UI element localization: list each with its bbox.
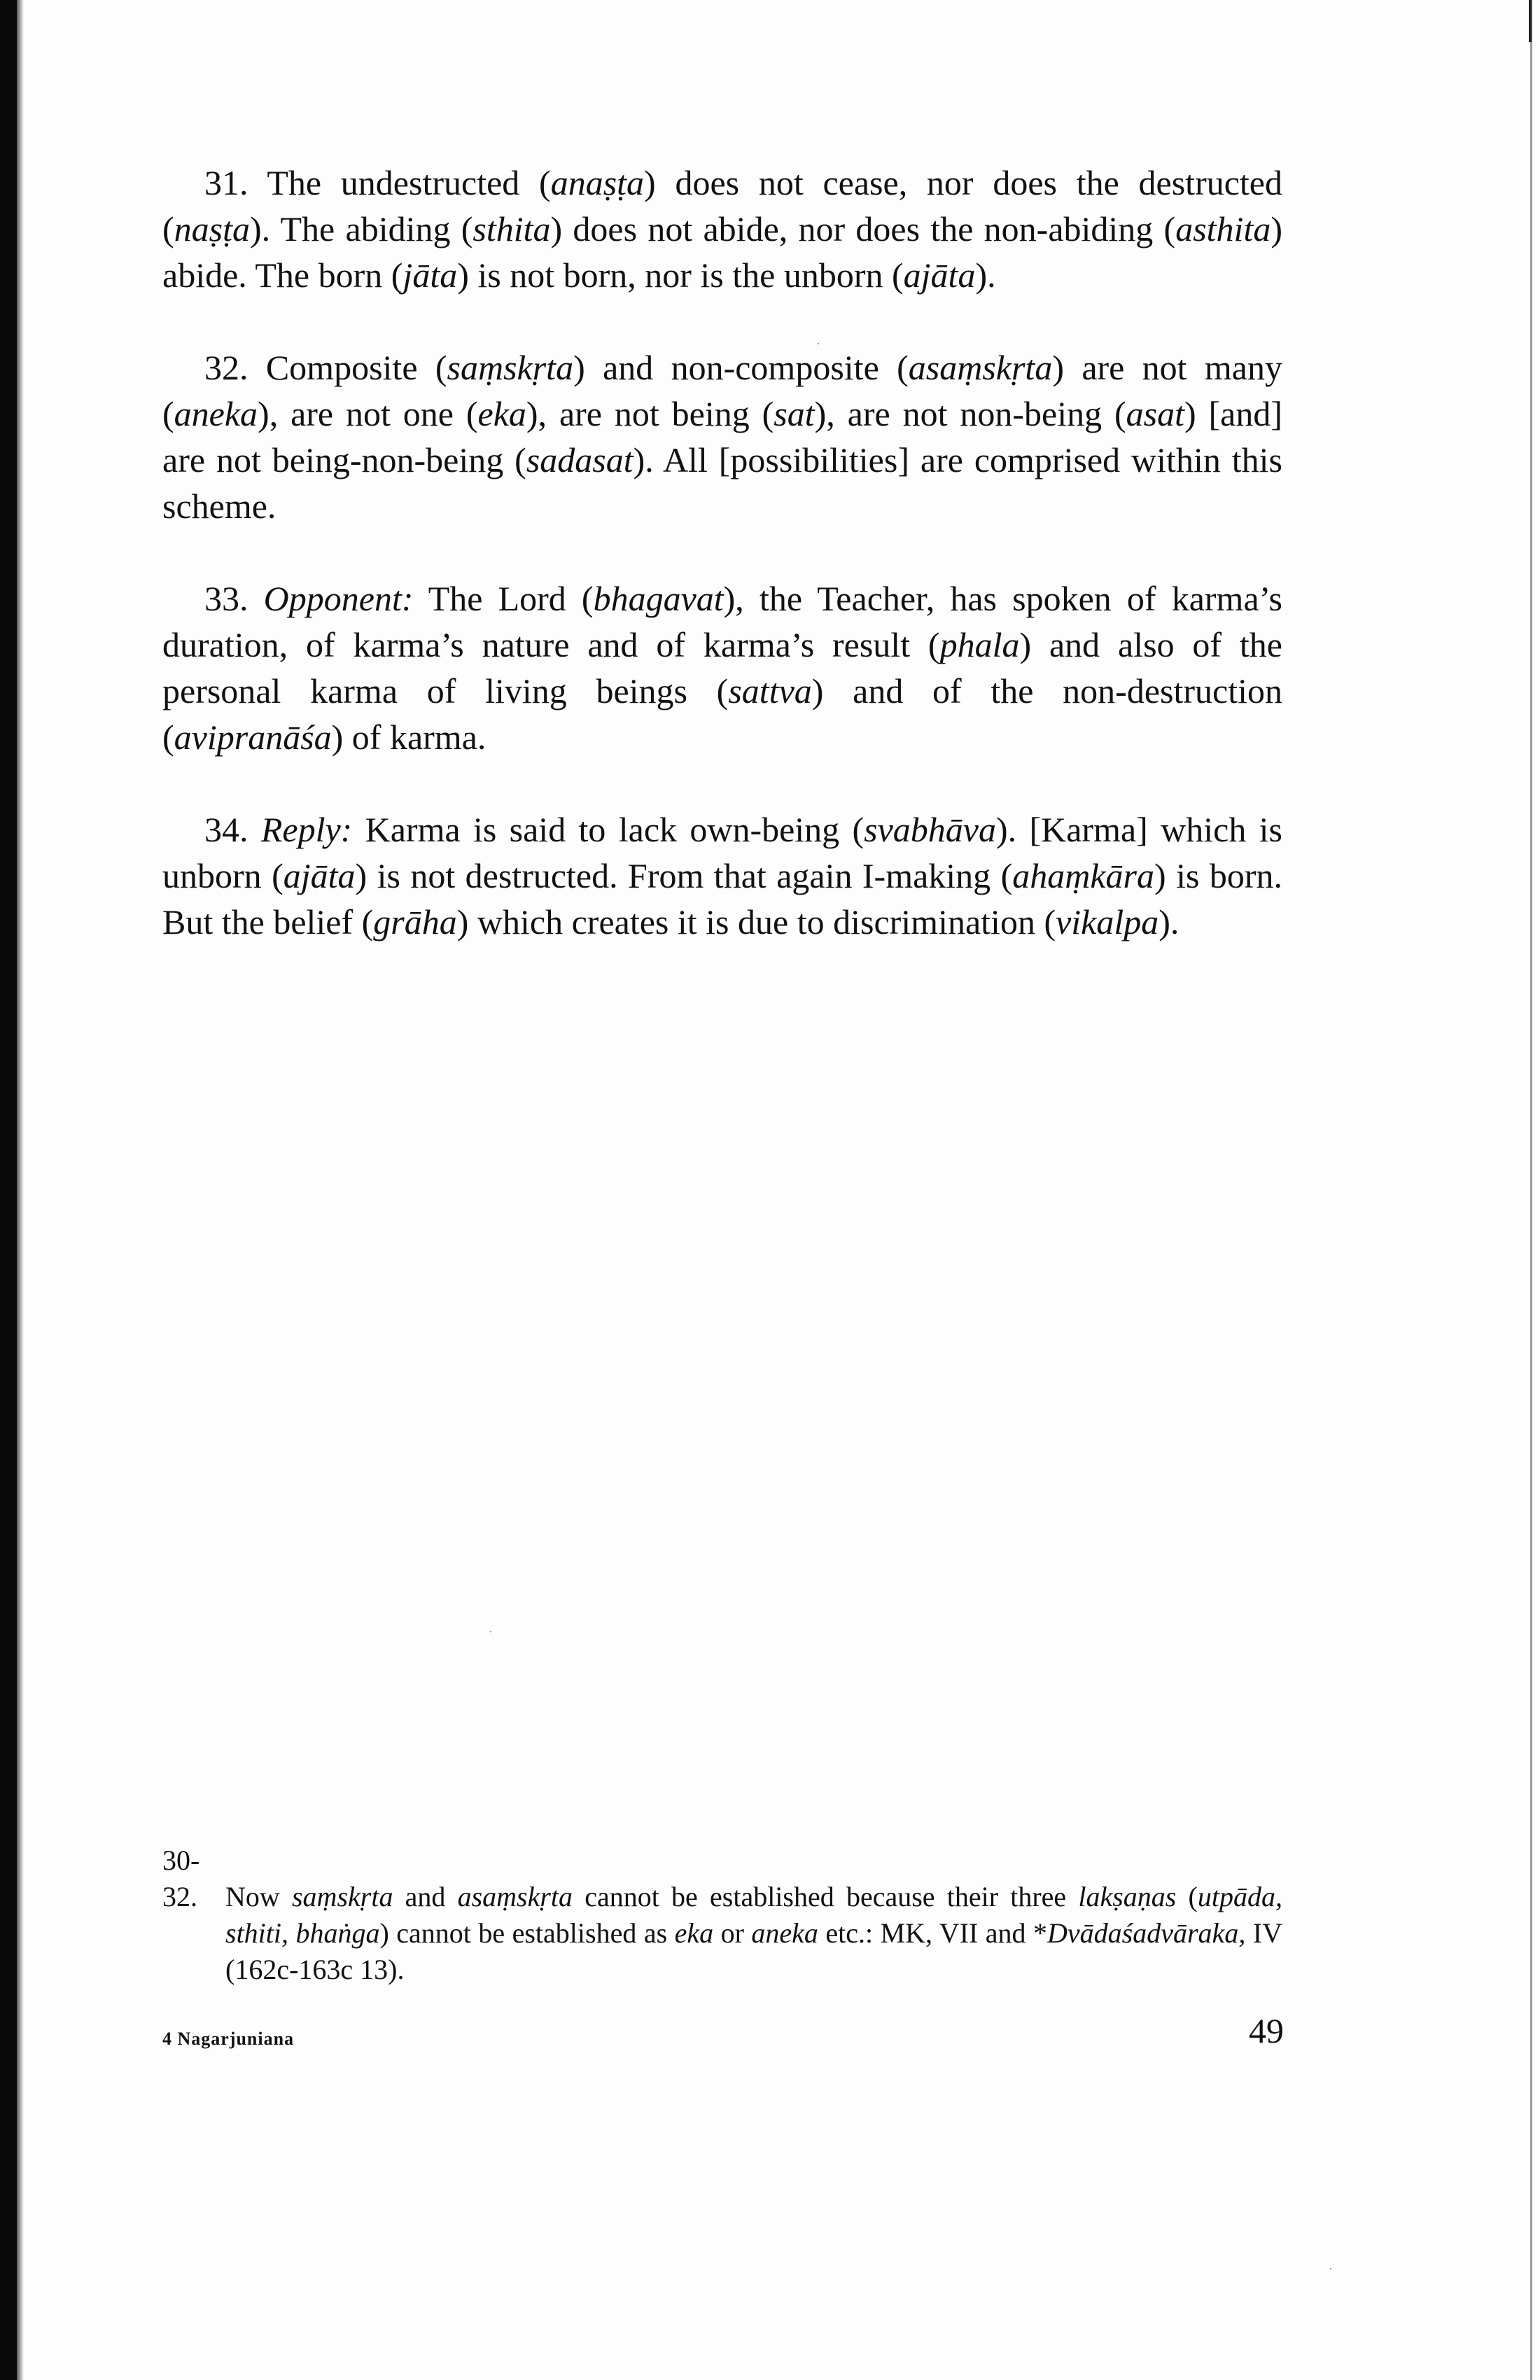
- text-run: ), the Teacher, has spoken of karma’s duration, of karma’s nature and of karma’s result (: [162, 579, 1282, 664]
- text-run: [248, 579, 264, 618]
- italic-term: ahaṃkāra: [1012, 856, 1154, 895]
- text-run: ) is born. But the belief (: [162, 856, 1282, 941]
- footnote-label: 30-32.: [162, 1844, 200, 1912]
- text-run: Now: [225, 1881, 292, 1912]
- text-run: (: [1176, 1881, 1198, 1912]
- italic-term: aneka: [751, 1917, 818, 1949]
- italic-term: asaṃskṛta: [908, 348, 1053, 387]
- italic-term: Reply:: [260, 810, 353, 849]
- text-run: Karma is said to lack own-being (: [352, 810, 864, 849]
- italic-term: vikalpa: [1056, 902, 1159, 941]
- italic-term: eka: [674, 1917, 714, 1949]
- page-edge-right-top: [1529, 0, 1532, 42]
- italic-term: grāha: [373, 902, 457, 941]
- italic-term: asat: [1126, 394, 1184, 433]
- text-run: cannot be established because their three: [573, 1881, 1079, 1912]
- italic-term: ajāta: [903, 255, 976, 295]
- italic-term: sadasat: [526, 440, 634, 479]
- text-run: ) and non-composite (: [573, 348, 909, 387]
- text-run: ) abide. The born (: [162, 209, 1282, 295]
- italic-term: ajāta: [283, 856, 356, 895]
- italic-term: svabhāva: [864, 810, 996, 849]
- italic-term: avipranāśa: [174, 718, 332, 757]
- scan-speck: [1330, 2268, 1331, 2269]
- footnote: [162, 1842, 1282, 1988]
- text-run: ).: [1158, 902, 1180, 941]
- italic-term: naṣṭa: [174, 209, 251, 248]
- italic-term: saṃskṛta: [447, 348, 574, 387]
- italic-term: sat: [774, 394, 815, 433]
- scan-speck: [818, 343, 819, 344]
- verse-33: [162, 575, 1282, 760]
- text-run: ) and also of the personal karma of living beings (: [162, 625, 1282, 710]
- italic-term: anaṣṭa: [550, 163, 645, 202]
- italic-term: lakṣaṇas: [1078, 1881, 1177, 1912]
- text-run: ) and of the non-destruction (: [162, 671, 1282, 757]
- footnote-body: [225, 1879, 1282, 1988]
- text-run: ). The abiding (: [250, 209, 473, 248]
- text-run: Composite (: [248, 348, 447, 387]
- verse-number: 31.: [204, 163, 248, 202]
- italic-term: Opponent:: [263, 579, 414, 618]
- text-run: ). [Karma] which is unborn (: [162, 810, 1282, 895]
- text-run: ), are not one (: [258, 394, 478, 433]
- text-run: ) of karma.: [331, 718, 486, 757]
- italic-term: aneka: [174, 394, 258, 433]
- text-run: ) which creates it is due to discrimination (: [456, 902, 1056, 941]
- signature-mark: 4 Nagarjuniana: [162, 2029, 295, 2049]
- text-run: ) does not cease, nor does the destructed (: [162, 163, 1283, 248]
- page-edge-right: [1530, 0, 1532, 2380]
- italic-term: sthita: [472, 209, 551, 248]
- verse-number: 34.: [204, 810, 248, 849]
- text-run: [248, 810, 261, 849]
- text-run: ), are not non-being (: [814, 394, 1126, 433]
- scan-shadow-fade: [17, 0, 24, 2380]
- verse-31: [162, 160, 1282, 298]
- italic-term: eka: [477, 394, 526, 433]
- italic-term: bhagavat: [593, 579, 724, 618]
- text-run: IV (162c-163c 13).: [225, 1917, 1282, 1985]
- text-run: ).: [975, 255, 996, 295]
- page-number: 49: [1249, 2011, 1284, 2050]
- text-run: ) cannot be established as: [379, 1917, 675, 1949]
- text-run: and: [393, 1881, 458, 1912]
- italic-term: utpāda, sthiti, bhaṅga: [225, 1881, 1283, 1949]
- italic-term: asthita: [1175, 209, 1271, 248]
- italic-term: sattva: [728, 671, 812, 710]
- text-run: ) is not destructed. From that again I-making (: [355, 856, 1013, 895]
- italic-term: Dvādaśadvāraka,: [1047, 1917, 1246, 1949]
- text-run: or: [713, 1917, 752, 1949]
- text-run: ), are not being (: [526, 394, 774, 433]
- italic-term: saṃskṛta: [291, 1881, 393, 1912]
- verse-34: [162, 806, 1282, 945]
- text-run: ) does not abide, nor does the non-abiding (: [550, 209, 1176, 248]
- verse-32: [162, 344, 1282, 529]
- scan-shadow-left: [0, 0, 17, 2380]
- text-run: The Lord (: [413, 579, 594, 618]
- text-run: The undestructed (: [248, 163, 551, 202]
- verse-number: 33.: [204, 579, 248, 618]
- verse-number: 32.: [204, 348, 248, 387]
- verse-text-block: [162, 160, 1282, 991]
- text-run: etc.: MK, VII and *: [818, 1917, 1048, 1949]
- text-run: ). All [possibilities] are comprised within this scheme.: [162, 440, 1282, 526]
- italic-term: asaṃskṛta: [457, 1881, 573, 1912]
- text-run: ) [and] are not being-non-being (: [162, 394, 1283, 479]
- scan-speck: [490, 1631, 491, 1632]
- italic-term: phala: [939, 625, 1020, 664]
- text-run: ) is not born, nor is the unborn (: [457, 255, 904, 295]
- italic-term: jāta: [402, 255, 458, 295]
- text-run: ) are not many (: [162, 348, 1282, 433]
